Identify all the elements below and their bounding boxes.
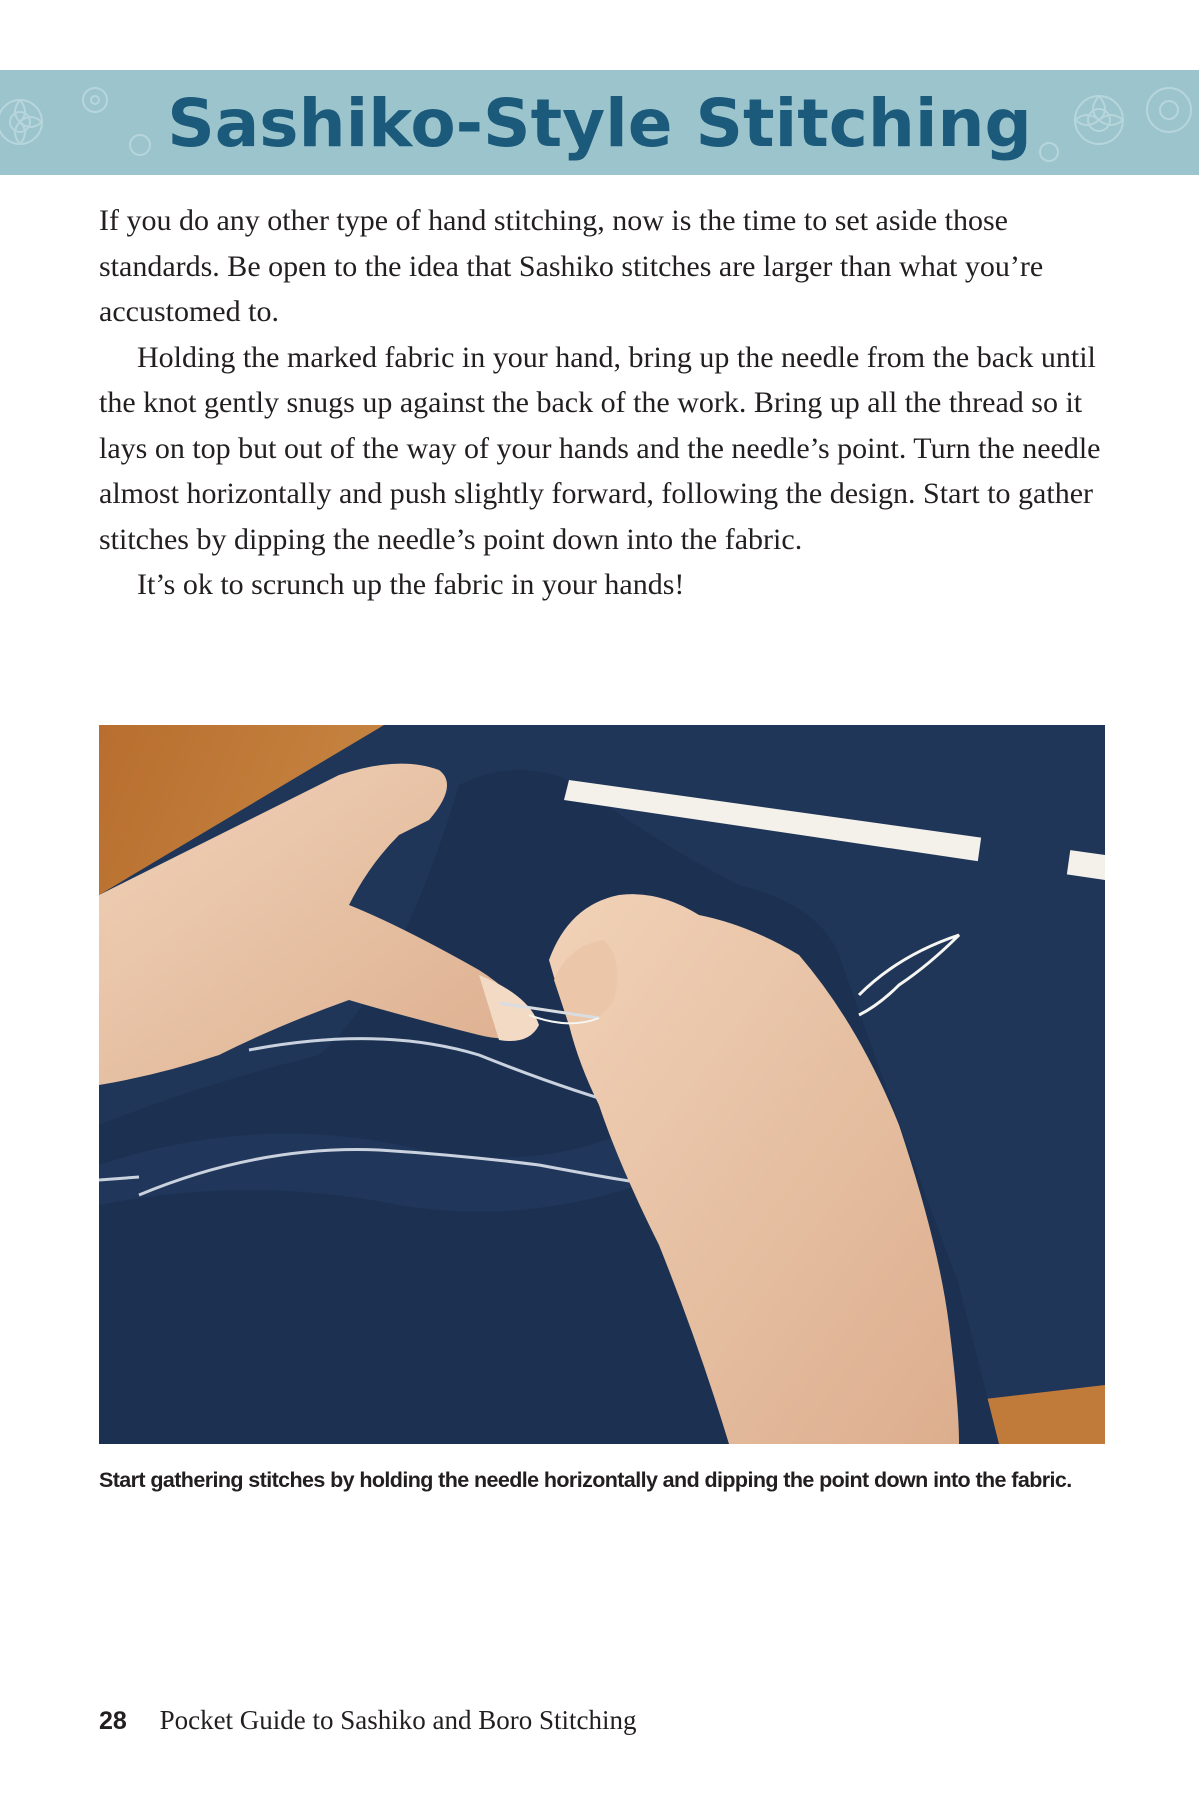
page-footer <box>99 1705 637 1736</box>
page-title: Sashiko-Style Stitching <box>167 85 1032 162</box>
book-title: Pocket Guide to Sashiko and Boro Stitching <box>159 1705 637 1735</box>
paragraph-3: It’s ok to scrunch up the fabric in your hands! <box>137 568 685 601</box>
paragraph-2: Holding the marked fabric in your hand, bring up the needle from the back until the knot gently snugs up against the back of the work. Bring up all the thread so it lays on top but out of the way of your hands and the needle’s point. Turn the needle almost horizontally and push slightly forward, following the design. Start to gather stitches by dipping the needle’s point down into the fabric. <box>99 340 1101 556</box>
stitching-photo <box>99 725 1105 1444</box>
figure-caption: Start gathering stitches by holding the needle horizontally and dipping the point down into the fabric. <box>99 1468 1072 1492</box>
paragraph-1: If you do any other type of hand stitching, now is the time to set aside those standards. Be open to the idea that Sashiko stitches are larger than what you’re accustomed to. <box>99 204 1044 328</box>
body-text <box>99 198 1109 608</box>
page-number: 28 <box>99 1707 127 1735</box>
